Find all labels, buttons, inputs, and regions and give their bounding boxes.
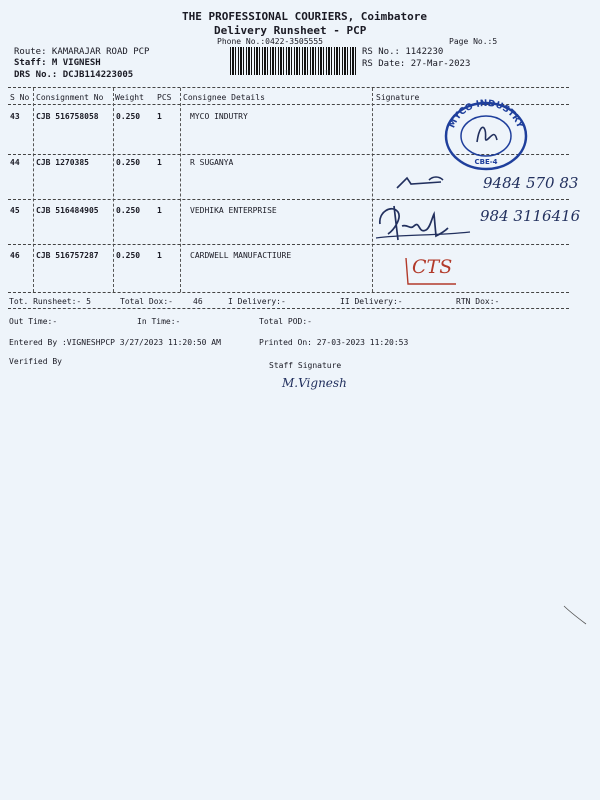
row-pcs: 1 bbox=[157, 206, 162, 215]
first-delivery: I Delivery:- bbox=[228, 297, 286, 306]
table-top-rule bbox=[8, 87, 569, 88]
signature-mark bbox=[393, 170, 463, 194]
verified-by: Verified By bbox=[9, 357, 62, 366]
row-consignee: CARDWELL MANUFACTIURE bbox=[190, 251, 292, 260]
out-time: Out Time:- bbox=[9, 317, 58, 326]
handwritten-phone-2: 984 3116416 bbox=[480, 207, 581, 225]
row-consignee: VEDHIKA ENTERPRISE bbox=[190, 206, 277, 215]
row-weight: 0.250 bbox=[116, 158, 141, 167]
pen-mark bbox=[560, 600, 590, 630]
column-divider bbox=[33, 88, 34, 292]
row-weight: 0.250 bbox=[116, 112, 141, 121]
row-sno: 44 bbox=[10, 158, 20, 167]
column-divider bbox=[113, 88, 114, 292]
staff-signature: M.Vignesh bbox=[282, 376, 347, 390]
row-consignee: R SUGANYA bbox=[190, 158, 234, 167]
total-runsheet: Tot. Runsheet:- 5 bbox=[9, 297, 91, 306]
staff: Staff: M VIGNESH bbox=[14, 58, 101, 68]
row-rule bbox=[8, 199, 569, 200]
column-divider bbox=[372, 88, 373, 292]
row-weight: 0.250 bbox=[116, 206, 141, 215]
col-header-weight: Weight bbox=[115, 93, 144, 102]
in-time: In Time:- bbox=[137, 317, 181, 326]
col-header-consignment: Consignment No bbox=[36, 93, 104, 102]
col-header-pcs: PCS bbox=[157, 93, 172, 102]
rs-number: RS No.: 1142230 bbox=[362, 47, 444, 57]
row-pcs: 1 bbox=[157, 251, 162, 260]
runsheet-subtitle: Delivery Runsheet - PCP bbox=[214, 24, 367, 37]
row-consignment: CJB 516757287 bbox=[36, 251, 99, 260]
company-title: THE PROFESSIONAL COURIERS, Coimbatore bbox=[182, 10, 428, 23]
row-weight: 0.250 bbox=[116, 251, 141, 260]
row-sno: 46 bbox=[10, 251, 20, 260]
row-sno: 43 bbox=[10, 112, 20, 121]
svg-text:MYCO INDUSTRY bbox=[447, 99, 524, 130]
total-dox-value: 46 bbox=[193, 297, 203, 306]
total-dox-label: Total Dox:- bbox=[120, 297, 173, 306]
printed-on: Printed On: 27-03-2023 11:20:53 bbox=[259, 338, 409, 347]
column-divider bbox=[180, 88, 181, 292]
row-sno: 45 bbox=[10, 206, 20, 215]
row-pcs: 1 bbox=[157, 158, 162, 167]
stamp-city: CBE-4 bbox=[474, 158, 498, 166]
rtn-dox: RTN Dox:- bbox=[456, 297, 500, 306]
row-consignee: MYCO INDUTRY bbox=[190, 112, 248, 121]
row-pcs: 1 bbox=[157, 112, 162, 121]
handwritten-cts: CTS bbox=[412, 256, 453, 278]
row-rule bbox=[8, 244, 569, 245]
phone-number: Phone No.:0422-3505555 bbox=[217, 37, 323, 46]
col-header-consignee: Consignee Details bbox=[183, 93, 265, 102]
rs-date: RS Date: 27-Mar-2023 bbox=[362, 59, 471, 69]
staff-signature-label: Staff Signature bbox=[269, 361, 342, 370]
row-consignment: CJB 516484905 bbox=[36, 206, 99, 215]
page-number: Page No.:5 bbox=[449, 37, 498, 46]
company-stamp bbox=[443, 98, 529, 170]
handwritten-phone-1: 9484 570 83 bbox=[483, 174, 579, 192]
row-consignment: CJB 516758058 bbox=[36, 112, 99, 121]
second-delivery: II Delivery:- bbox=[340, 297, 403, 306]
route: Route: KAMARAJAR ROAD PCP bbox=[14, 47, 150, 57]
table-bottom-rule bbox=[8, 292, 569, 293]
total-pod: Total POD:- bbox=[259, 317, 312, 326]
stamp-name: MYCO INDUSTRY bbox=[447, 98, 525, 130]
entered-by: Entered By :VIGNESHPCP 3/27/2023 11:20:50 AM bbox=[9, 338, 221, 347]
signature-mark bbox=[374, 200, 474, 244]
row-consignment: CJB 1270385 bbox=[36, 158, 89, 167]
col-header-signature: Signature bbox=[376, 93, 420, 102]
cts-box-stroke bbox=[400, 254, 460, 290]
totals-rule bbox=[8, 308, 569, 309]
col-header-sno: S No bbox=[10, 93, 30, 102]
barcode bbox=[230, 47, 357, 75]
drs-number: DRS No.: DCJB114223005 bbox=[14, 70, 134, 80]
